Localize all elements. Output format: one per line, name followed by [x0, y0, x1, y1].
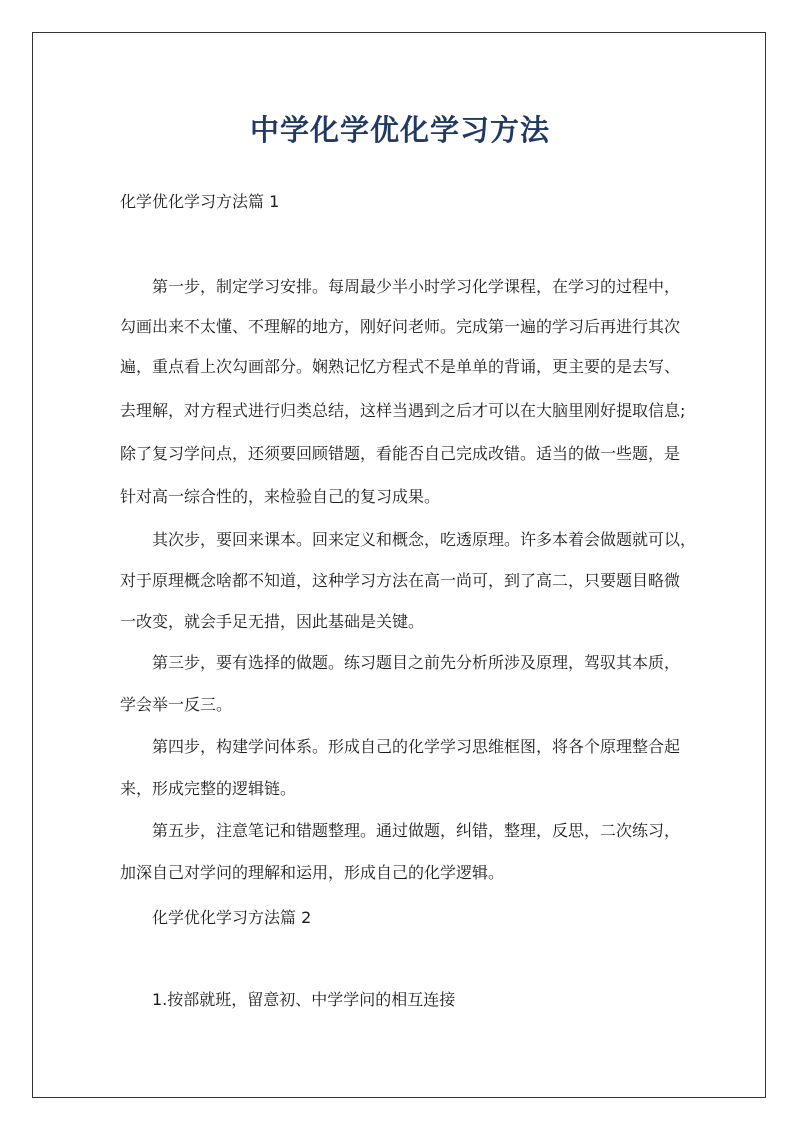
paragraph-2-line-1: 其次步，要回来课本。回来定义和概念，吃透原理。许多本着会做题就可以，	[152, 530, 697, 549]
paragraph-1-line-1: 第一步，制定学习安排。每周最少半小时学习化学课程，在学习的过程中，	[152, 277, 681, 296]
paragraph-3-line-1: 第三步，要有选择的做题。练习题目之前先分析所涉及原理，驾驭其本质，	[152, 653, 681, 672]
section-heading-1: 化学优化学习方法篇 1	[120, 192, 280, 211]
list-item-1: 1.按部就班，留意初、中学学问的相互连接	[152, 990, 456, 1009]
paragraph-1-line-3: 遍，重点看上次勾画部分。娴熟记忆方程式不是单单的背诵，更主要的是去写、	[120, 357, 681, 376]
paragraph-4-line-1: 第四步，构建学问体系。形成自己的化学学习思维框图，将各个原理整合起	[152, 737, 681, 756]
paragraph-2-line-2: 对于原理概念啥都不知道，这种学习方法在高一尚可，到了高二，只要题目略微	[120, 571, 681, 590]
paragraph-1-line-2: 勾画出来不太懂、不理解的地方，刚好问老师。完成第一遍的学习后再进行其次	[120, 317, 681, 336]
paragraph-2-line-3: 一改变，就会手足无措，因此基础是关键。	[120, 612, 425, 631]
section-heading-2: 化学优化学习方法篇 2	[152, 908, 312, 927]
paragraph-4-line-2: 来，形成完整的逻辑链。	[120, 779, 297, 798]
paragraph-5-line-2: 加深自己对学问的理解和运用，形成自己的化学逻辑。	[120, 863, 505, 882]
document-title: 中学化学优化学习方法	[249, 113, 550, 147]
paragraph-1-line-5: 除了复习学问点，还须要回顾错题，看能否自己完成改错。适当的做一些题，是	[120, 444, 681, 463]
paragraph-1-line-6: 针对高一综合性的，来检验自己的复习成果。	[120, 487, 441, 506]
paragraph-3-line-2: 学会举一反三。	[120, 695, 233, 714]
paragraph-1-line-4: 去理解，对方程式进行归类总结，这样当遇到之后才可以在大脑里刚好提取信息;	[120, 401, 686, 420]
paragraph-5-line-1: 第五步，注意笔记和错题整理。通过做题，纠错，整理，反思，二次练习，	[152, 821, 681, 840]
